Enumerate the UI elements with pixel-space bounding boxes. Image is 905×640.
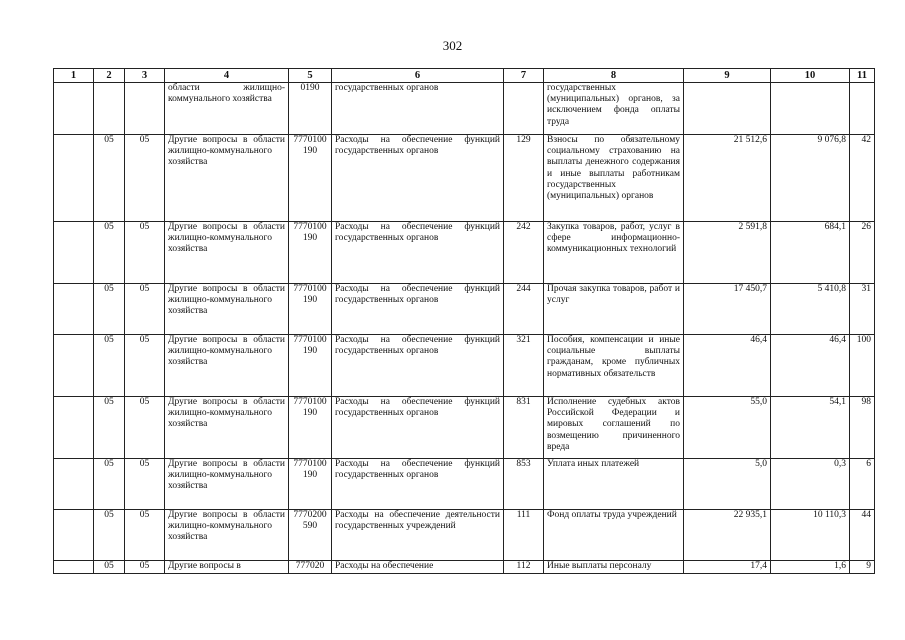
column-header: 8 [544,69,684,83]
cell-percent: 6 [850,459,875,510]
cell-col1 [54,561,94,574]
cell-subsection: 05 [125,459,165,510]
cell-target-name: государственных органов [332,83,504,135]
cell-expense-name: Уплата иных платежей [544,459,684,510]
cell-section: 05 [94,510,125,561]
cell-subsection-name: Другие вопросы в области жилищно-коммунального хозяйства [165,397,289,459]
cell-expense-code: 853 [504,459,544,510]
cell-expense-name: Фонд оплаты труда учреждений [544,510,684,561]
cell-expense-code: 321 [504,335,544,397]
cell-plan: 46,4 [684,335,771,397]
cell-subsection-name: Другие вопросы в области жилищно-коммунального хозяйства [165,335,289,397]
cell-col1 [54,335,94,397]
column-header: 1 [54,69,94,83]
cell-expense-code: 111 [504,510,544,561]
table-row [54,397,875,459]
cell-expense-name: Взносы по обязательному социальному страхованию на выплаты денежного содержания и иные выплаты работникам государственных (муниципальных) органов [544,135,684,222]
header-row [54,69,875,83]
cell-subsection: 05 [125,510,165,561]
cell-target-code: 7770100190 [289,222,332,284]
cell-target-name: Расходы на обеспечение функций государственных органов [332,459,504,510]
cell-target-code: 0190 [289,83,332,135]
cell-expense-code: 244 [504,284,544,335]
budget-table [53,68,875,574]
column-header: 4 [165,69,289,83]
cell-percent: 31 [850,284,875,335]
cell-target-name: Расходы на обеспечение [332,561,504,574]
cell-target-code: 7770100190 [289,459,332,510]
cell-subsection-name: Другие вопросы в области жилищно-коммунального хозяйства [165,284,289,335]
column-header: 2 [94,69,125,83]
cell-target-code: 7770100190 [289,284,332,335]
table-row [54,335,875,397]
cell-target-name: Расходы на обеспечение функций государственных органов [332,335,504,397]
cell-subsection: 05 [125,397,165,459]
column-header: 11 [850,69,875,83]
column-header: 3 [125,69,165,83]
cell-actual: 10 110,3 [771,510,850,561]
table-row [54,561,875,574]
cell-section: 05 [94,397,125,459]
cell-target-name: Расходы на обеспечение функций государственных органов [332,222,504,284]
cell-plan: 5,0 [684,459,771,510]
cell-col1 [54,83,94,135]
cell-plan: 17 450,7 [684,284,771,335]
cell-col1 [54,222,94,284]
cell-section: 05 [94,135,125,222]
table-row [54,459,875,510]
cell-expense-code: 129 [504,135,544,222]
cell-actual: 684,1 [771,222,850,284]
cell-section [94,83,125,135]
cell-section: 05 [94,561,125,574]
cell-subsection-name: области жилищно-коммунального хозяйства [165,83,289,135]
cell-percent [850,83,875,135]
cell-expense-name: Пособия, компенсации и иные социальные выплаты гражданам, кроме публичных нормативных обязательств [544,335,684,397]
cell-section: 05 [94,459,125,510]
cell-actual: 5 410,8 [771,284,850,335]
cell-subsection-name: Другие вопросы в области жилищно-коммунального хозяйства [165,459,289,510]
cell-col1 [54,284,94,335]
cell-percent: 98 [850,397,875,459]
cell-percent: 44 [850,510,875,561]
cell-subsection-name: Другие вопросы в [165,561,289,574]
cell-target-name: Расходы на обеспечение функций государственных органов [332,397,504,459]
cell-actual: 0,3 [771,459,850,510]
column-header: 5 [289,69,332,83]
cell-subsection [125,83,165,135]
cell-plan: 2 591,8 [684,222,771,284]
cell-actual: 1,6 [771,561,850,574]
cell-plan: 22 935,1 [684,510,771,561]
cell-target-code: 7770100190 [289,335,332,397]
cell-subsection: 05 [125,335,165,397]
cell-target-code: 7770200590 [289,510,332,561]
cell-actual [771,83,850,135]
cell-expense-code: 242 [504,222,544,284]
cell-actual: 46,4 [771,335,850,397]
table-row [54,510,875,561]
cell-target-name: Расходы на обеспечение деятельности государственных учреждений [332,510,504,561]
cell-subsection-name: Другие вопросы в области жилищно-коммунального хозяйства [165,222,289,284]
cell-percent: 100 [850,335,875,397]
cell-section: 05 [94,222,125,284]
cell-actual: 9 076,8 [771,135,850,222]
cell-expense-name: Иные выплаты персоналу [544,561,684,574]
column-header: 9 [684,69,771,83]
cell-plan [684,83,771,135]
table-row [54,83,875,135]
cell-plan: 55,0 [684,397,771,459]
cell-subsection: 05 [125,222,165,284]
column-header: 10 [771,69,850,83]
page-number: 302 [442,38,463,53]
table-row [54,135,875,222]
column-header: 6 [332,69,504,83]
cell-plan: 17,4 [684,561,771,574]
cell-percent: 26 [850,222,875,284]
cell-expense-name: Прочая закупка товаров, работ и услуг [544,284,684,335]
column-header: 7 [504,69,544,83]
cell-subsection: 05 [125,135,165,222]
cell-expense-code [504,83,544,135]
cell-actual: 54,1 [771,397,850,459]
cell-target-name: Расходы на обеспечение функций государственных органов [332,135,504,222]
cell-section: 05 [94,335,125,397]
cell-target-code: 7770100190 [289,397,332,459]
cell-section: 05 [94,284,125,335]
cell-col1 [54,135,94,222]
cell-col1 [54,459,94,510]
cell-expense-code: 112 [504,561,544,574]
cell-expense-name: государственных (муниципальных) органов, за исключением фонда оплаты труда [544,83,684,135]
table-row [54,222,875,284]
cell-plan: 21 512,6 [684,135,771,222]
cell-subsection-name: Другие вопросы в области жилищно-коммунального хозяйства [165,135,289,222]
cell-col1 [54,397,94,459]
cell-col1 [54,510,94,561]
cell-target-code: 777020 [289,561,332,574]
cell-percent: 9 [850,561,875,574]
cell-subsection: 05 [125,561,165,574]
cell-expense-name: Закупка товаров, работ, услуг в сфере информационно-коммуникационных технологий [544,222,684,284]
cell-expense-code: 831 [504,397,544,459]
cell-subsection: 05 [125,284,165,335]
cell-percent: 42 [850,135,875,222]
cell-target-code: 7770100190 [289,135,332,222]
table-row [54,284,875,335]
cell-subsection-name: Другие вопросы в области жилищно-коммунального хозяйства [165,510,289,561]
cell-expense-name: Исполнение судебных актов Российской Федерации и мировых соглашений по возмещению причиненного вреда [544,397,684,459]
cell-target-name: Расходы на обеспечение функций государственных органов [332,284,504,335]
